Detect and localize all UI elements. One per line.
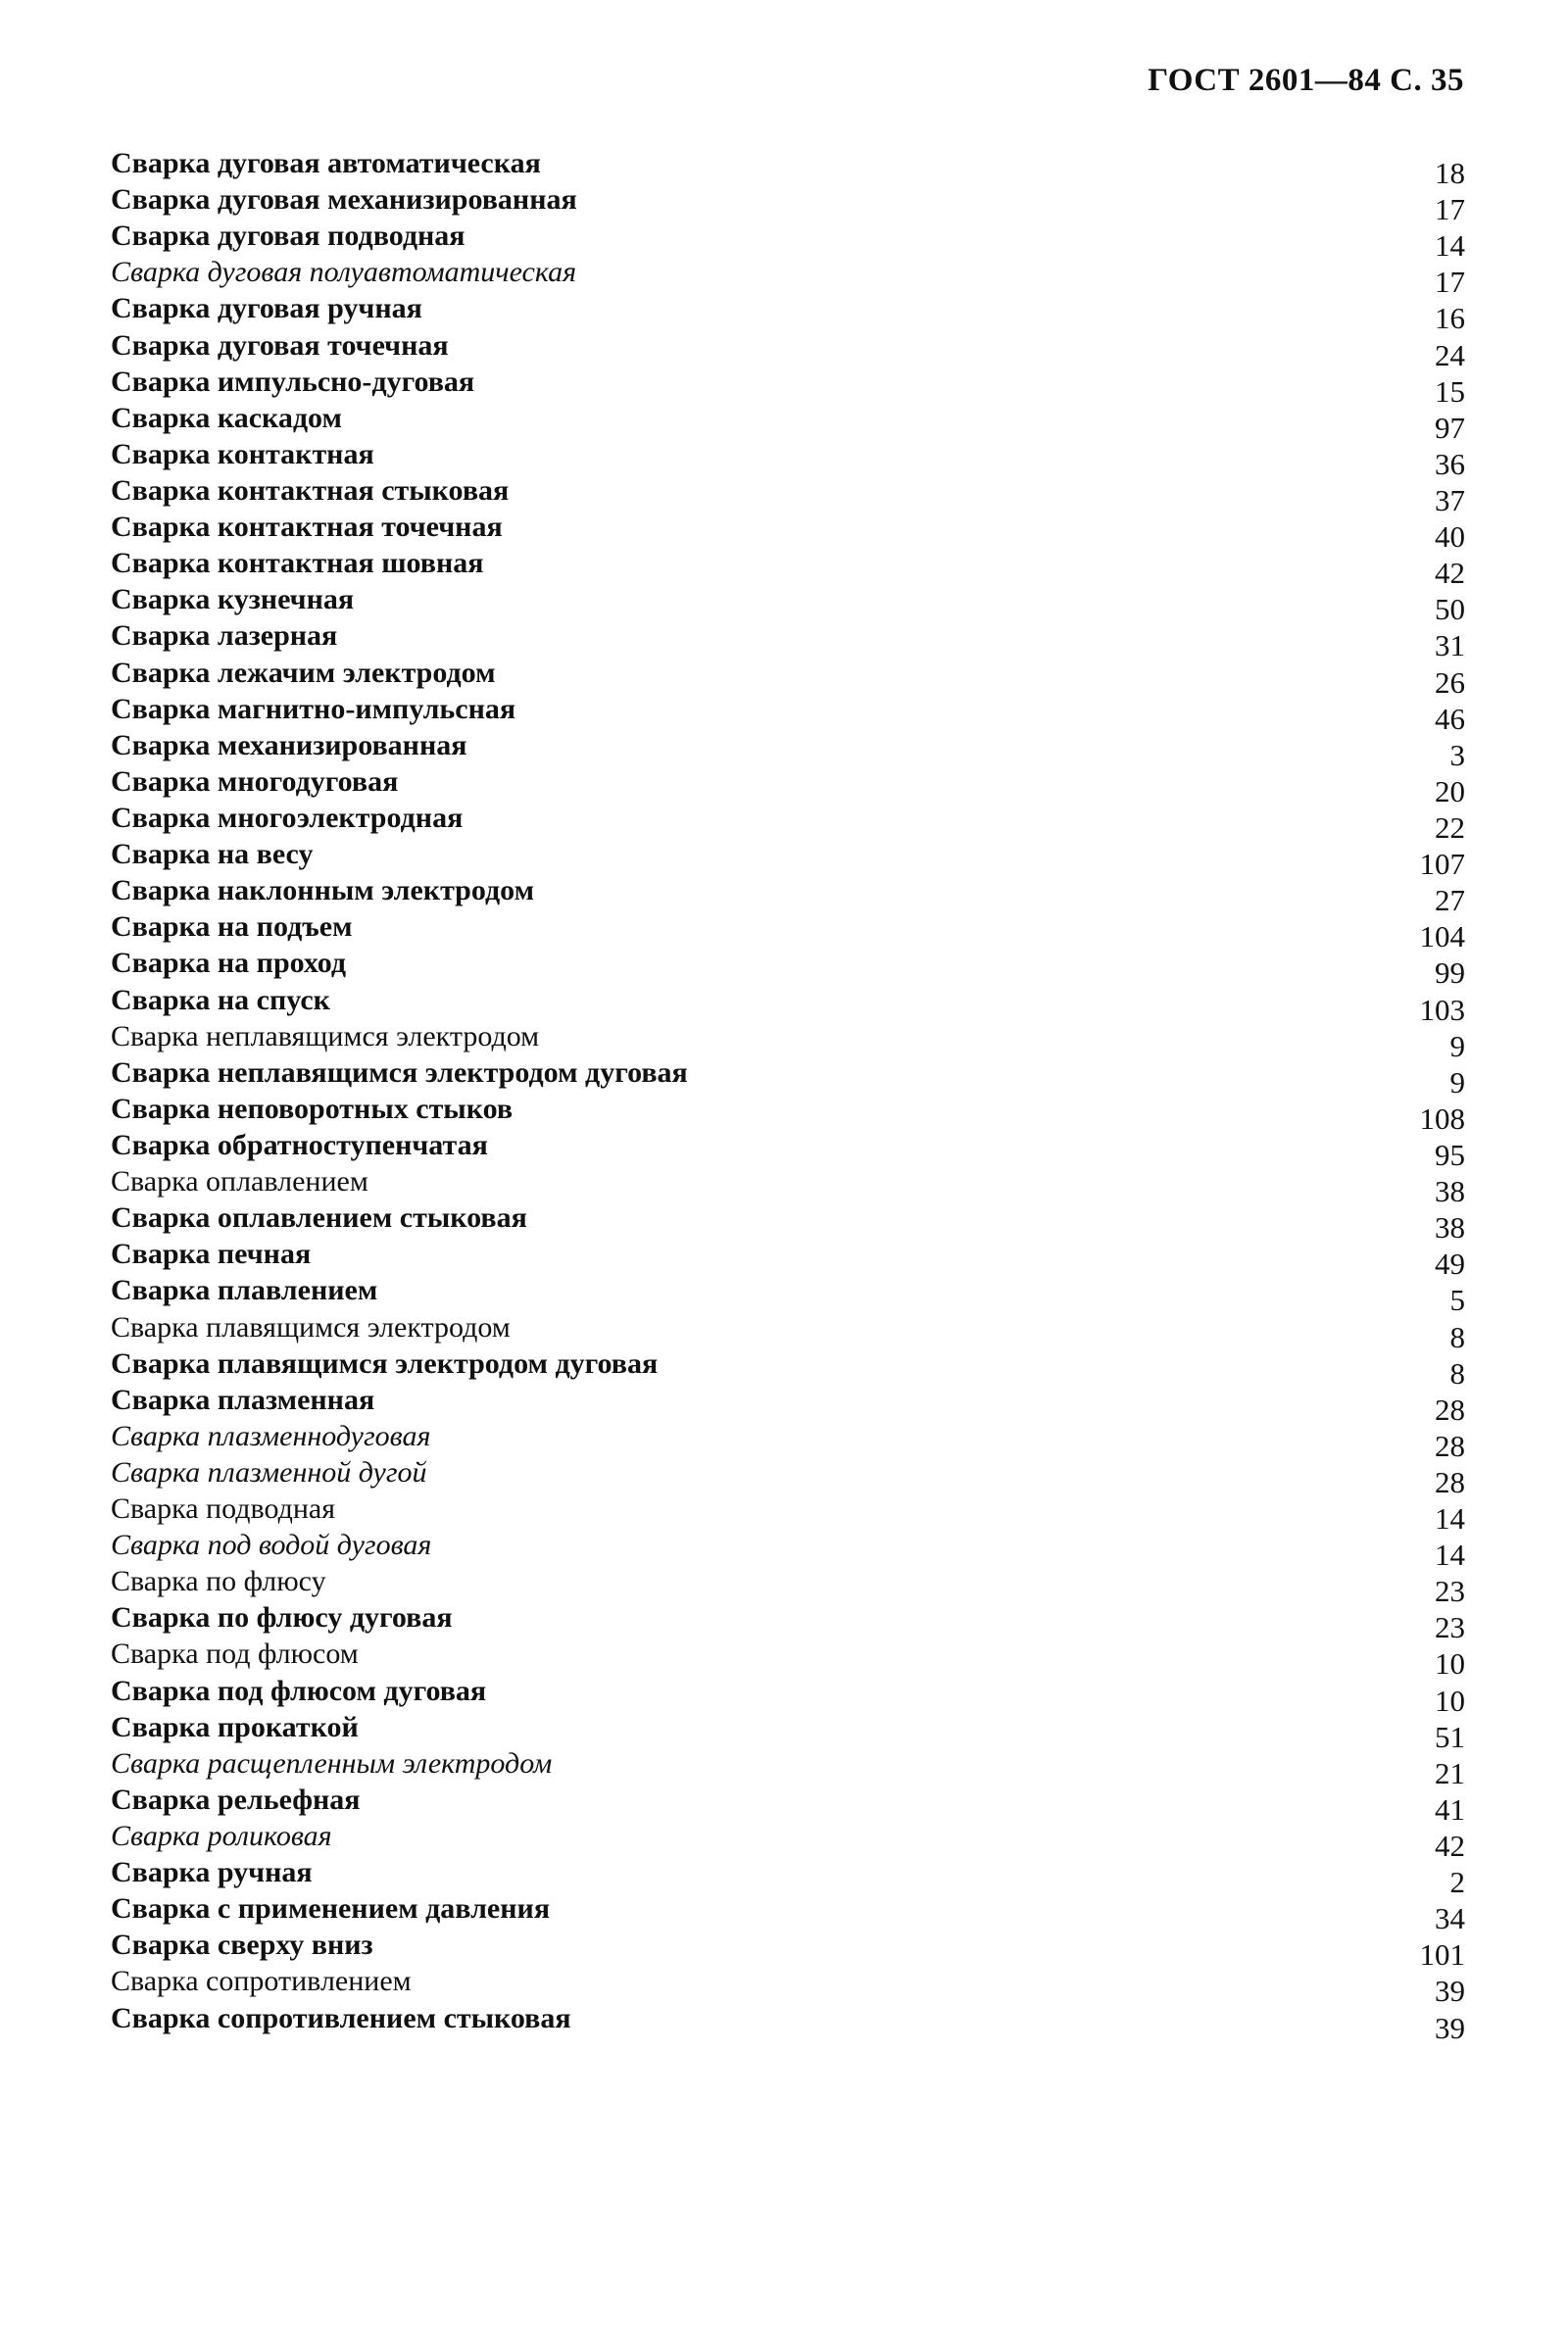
- index-page-reference: 16: [1435, 301, 1465, 336]
- index-page-reference: 51: [1435, 1719, 1465, 1754]
- index-entry: [111, 545, 1465, 591]
- index-page-reference: 50: [1435, 592, 1465, 627]
- index-page-reference: 17: [1435, 192, 1465, 227]
- index-page-reference: 20: [1435, 773, 1465, 808]
- index-page-reference: 38: [1435, 1174, 1465, 1209]
- index-entry: [111, 1127, 1465, 1172]
- index-entry: [111, 763, 1465, 808]
- index-page-reference: 9: [1449, 1028, 1465, 1063]
- index-term: Сварка оплавлением стыковая: [111, 1201, 527, 1235]
- index-entry: [111, 1673, 1465, 1718]
- index-page-reference: 37: [1435, 482, 1465, 517]
- index-page-reference: 42: [1435, 556, 1465, 591]
- index-page-reference: 101: [1419, 1937, 1465, 1973]
- index-page-reference: 10: [1435, 1683, 1465, 1718]
- index-entry: [111, 1636, 1465, 1682]
- index-term: Сварка рельефная: [111, 1783, 361, 1816]
- index-entry: [111, 1890, 1465, 1936]
- index-page-reference: 28: [1435, 1428, 1465, 1463]
- index-page-reference: 14: [1435, 1501, 1465, 1537]
- index-page-reference: 10: [1435, 1646, 1465, 1682]
- index-entry: [111, 181, 1465, 227]
- index-page-reference: 8: [1449, 1319, 1465, 1354]
- index-page-reference: 103: [1419, 992, 1465, 1027]
- index-page-reference: 2: [1449, 1865, 1465, 1900]
- index-term: Сварка оплавлением: [111, 1165, 368, 1198]
- index-entry: [111, 364, 1465, 409]
- index-page-reference: 28: [1435, 1392, 1465, 1427]
- index-entry: [111, 872, 1465, 918]
- index-term: Сварка роликовая: [111, 1820, 332, 1853]
- index-entry: [111, 1345, 1465, 1391]
- index-entry: [111, 400, 1465, 445]
- index-entry: [111, 581, 1465, 627]
- index-page-reference: 104: [1419, 919, 1465, 954]
- index-entry: [111, 1309, 1465, 1354]
- index-entry: [111, 145, 1465, 190]
- index-entry: [111, 617, 1465, 663]
- index-page-reference: 23: [1435, 1610, 1465, 1645]
- index-page-reference: 38: [1435, 1210, 1465, 1246]
- index-term: Сварка на подъем: [111, 910, 353, 944]
- index-page-reference: 14: [1435, 228, 1465, 264]
- index-page-reference: 108: [1419, 1100, 1465, 1136]
- index-entry: [111, 1491, 1465, 1537]
- index-term: Сварка кузнечная: [111, 583, 355, 616]
- index-entry: [111, 691, 1465, 736]
- index-term: Сварка дуговая точечная: [111, 328, 449, 362]
- index-term: Сварка с применением давления: [111, 1892, 551, 1926]
- index-term: Сварка плазменной дугой: [111, 1455, 427, 1489]
- index-page-reference: 26: [1435, 664, 1465, 700]
- index-term: Сварка дуговая механизированная: [111, 183, 577, 217]
- index-page-reference: 18: [1435, 156, 1465, 190]
- index-page-reference: 40: [1435, 519, 1465, 555]
- index-entry: [111, 1854, 1465, 1900]
- index-entry: [111, 1709, 1465, 1754]
- index-term: Сварка импульсно-дуговая: [111, 365, 475, 398]
- index-entry: [111, 1599, 1465, 1645]
- index-term: Сварка дуговая полуавтоматическая: [111, 256, 577, 289]
- index-entry: [111, 1818, 1465, 1864]
- index-term: Сварка плавлением: [111, 1274, 378, 1307]
- index-term: Сварка контактная: [111, 437, 374, 470]
- index-entry: [111, 436, 1465, 481]
- index-term: Сварка каскадом: [111, 401, 342, 434]
- term-index-list: [111, 145, 1465, 2045]
- index-term: Сварка лазерная: [111, 619, 338, 653]
- index-term: Сварка лежачим электродом: [111, 656, 496, 689]
- index-page-reference: 28: [1435, 1464, 1465, 1499]
- index-entry: [111, 1272, 1465, 1318]
- index-entry: [111, 1199, 1465, 1246]
- index-term: Сварка дуговая ручная: [111, 292, 422, 325]
- index-term: Сварка на проход: [111, 947, 347, 980]
- index-page-reference: 99: [1435, 955, 1465, 991]
- index-entry: [111, 1018, 1465, 1063]
- index-term: Сварка плавящимся электродом: [111, 1310, 511, 1344]
- index-term: Сварка под флюсом: [111, 1638, 359, 1671]
- index-term: Сварка сопротивлением: [111, 1965, 412, 1998]
- index-page-reference: 15: [1435, 373, 1465, 409]
- index-term: Сварка по флюсу дуговая: [111, 1601, 453, 1635]
- index-entry: [111, 945, 1465, 991]
- index-page-reference: 49: [1435, 1247, 1465, 1282]
- index-entry: [111, 1236, 1465, 1282]
- index-term: Сварка по флюсу: [111, 1565, 326, 1598]
- index-term: Сварка дуговая автоматическая: [111, 147, 541, 179]
- index-entry: [111, 1163, 1465, 1209]
- index-entry: [111, 1527, 1465, 1573]
- index-term: Сварка плавящимся электродом дуговая: [111, 1346, 659, 1380]
- index-page-reference: 107: [1419, 847, 1465, 882]
- index-term: Сварка под водой дуговая: [111, 1529, 432, 1562]
- index-entry: [111, 1454, 1465, 1499]
- index-page-reference: 31: [1435, 628, 1465, 663]
- index-term: Сварка обратноступенчатая: [111, 1128, 488, 1161]
- document-reference: ГОСТ 2601—84: [1148, 63, 1382, 98]
- index-entry: [111, 982, 1465, 1027]
- index-term: Сварка плазменнодуговая: [111, 1419, 431, 1452]
- index-page-reference: 22: [1435, 809, 1465, 845]
- index-page-reference: 39: [1435, 2010, 1465, 2045]
- index-entry: [111, 908, 1465, 954]
- index-term: Сварка контактная точечная: [111, 511, 503, 544]
- index-entry: [111, 1745, 1465, 1790]
- page-header: [1148, 65, 1464, 97]
- index-page-reference: 39: [1435, 1974, 1465, 2009]
- index-term: Сварка многодуговая: [111, 764, 399, 798]
- page-number: С. 35: [1390, 63, 1464, 98]
- index-term: Сварка на спуск: [111, 983, 330, 1016]
- index-term: Сварка механизированная: [111, 728, 467, 761]
- index-entry: [111, 1782, 1465, 1827]
- index-page-reference: 36: [1435, 446, 1465, 481]
- index-term: Сварка наклонным электродом: [111, 874, 535, 907]
- index-page-reference: 21: [1435, 1755, 1465, 1790]
- index-entry: [111, 1963, 1465, 2009]
- index-entry: [111, 655, 1465, 700]
- index-page-reference: 41: [1435, 1791, 1465, 1827]
- index-entry: [111, 800, 1465, 845]
- index-term: Сварка контактная стыковая: [111, 473, 510, 507]
- index-page-reference: 5: [1449, 1283, 1465, 1318]
- index-page-reference: 23: [1435, 1574, 1465, 1609]
- index-entry: [111, 254, 1465, 300]
- index-term: Сварка магнитно-импульсная: [111, 692, 516, 725]
- index-entry: [111, 218, 1465, 264]
- index-term: Сварка неплавящимся электродом дуговая: [111, 1055, 688, 1089]
- index-entry: [111, 1563, 1465, 1609]
- index-entry: [111, 727, 1465, 772]
- index-page-reference: 3: [1449, 737, 1465, 772]
- index-term: Сварка плазменная: [111, 1383, 375, 1416]
- index-page-reference: 8: [1449, 1355, 1465, 1391]
- index-entry: [111, 1091, 1465, 1136]
- index-term: Сварка многоэлектродная: [111, 801, 464, 834]
- index-page-reference: 34: [1435, 1901, 1465, 1936]
- index-entry: [111, 327, 1465, 372]
- index-term: Сварка подводная: [111, 1492, 336, 1526]
- index-entry: [111, 836, 1465, 882]
- index-entry: [111, 509, 1465, 555]
- index-page-reference: 9: [1449, 1064, 1465, 1100]
- index-page-reference: 24: [1435, 337, 1465, 372]
- index-page-reference: 17: [1435, 265, 1465, 300]
- index-page-reference: 42: [1435, 1829, 1465, 1864]
- index-term: Сварка расщепленным электродом: [111, 1746, 553, 1780]
- index-page-reference: 46: [1435, 701, 1465, 736]
- index-entry: [111, 472, 1465, 517]
- index-page-reference: 97: [1435, 410, 1465, 445]
- index-entry: [111, 1382, 1465, 1427]
- index-entry: [111, 2000, 1465, 2045]
- index-page-reference: 27: [1435, 883, 1465, 918]
- index-term: Сварка сопротивлением стыковая: [111, 2001, 571, 2034]
- index-term: Сварка под флюсом дуговая: [111, 1674, 487, 1707]
- index-term: Сварка печная: [111, 1238, 312, 1271]
- index-page-reference: 95: [1435, 1137, 1465, 1172]
- index-term: Сварка дуговая подводная: [111, 220, 466, 253]
- index-term: Сварка контактная шовная: [111, 547, 484, 580]
- index-term: Сварка прокаткой: [111, 1710, 359, 1743]
- index-entry: [111, 290, 1465, 336]
- index-term: Сварка сверху вниз: [111, 1929, 373, 1962]
- index-term: Сварка неплавящимся электродом: [111, 1019, 540, 1052]
- index-page-reference: 14: [1435, 1538, 1465, 1573]
- index-term: Сварка неповоротных стыков: [111, 1092, 514, 1125]
- index-term: Сварка на весу: [111, 838, 314, 871]
- index-term: Сварка ручная: [111, 1856, 313, 1889]
- index-entry: [111, 1418, 1465, 1463]
- index-entry: [111, 1927, 1465, 1973]
- index-entry: [111, 1054, 1465, 1100]
